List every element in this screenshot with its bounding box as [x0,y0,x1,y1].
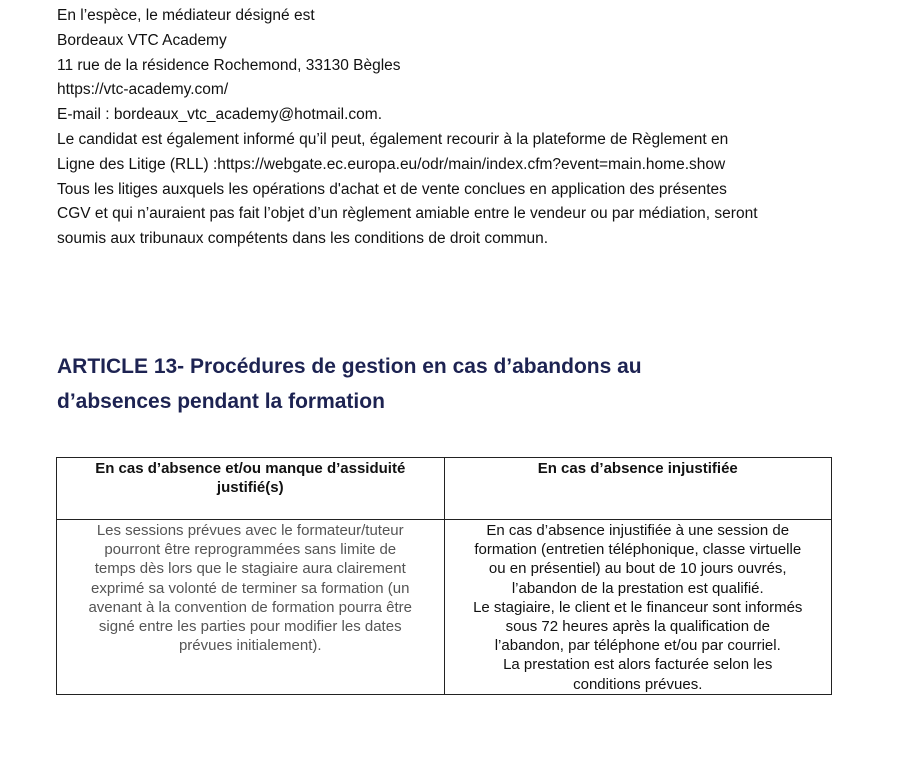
cell-line: avenant à la convention de formation pourra être [88,598,413,616]
heading-line: ARTICLE 13- Procédures de gestion en cas d’abandons au [57,355,642,378]
cell-line: pourront être reprogrammées sans limite de [104,541,397,559]
cell-line: Les sessions prévues avec le formateur/tuteur [96,522,404,539]
intro-line: Ligne des Litige (RLL) :https://webgate.ec.europa.eu/odr/main/index.cfm?event=main.home.show [57,155,726,173]
absence-procedures-table [56,457,832,695]
intro-line: https://vtc-academy.com/ [57,81,229,99]
cell-line: Le stagiaire, le client et le financeur sont informés [473,598,803,616]
cell-line: conditions prévues. [573,675,703,693]
intro-line: Bordeaux VTC Academy [57,31,227,49]
article-13-heading [57,349,817,419]
intro-line: soumis aux tribunaux compétents dans les conditions de droit commun. [57,230,549,248]
intro-paragraph [57,4,857,252]
cell-line: signé entre les parties pour modifier les dates [98,618,402,636]
cell-unjustified-absence [444,520,832,695]
header-line: En cas d’absence injustifiée [537,460,738,477]
cell-line: exprimé sa volonté de terminer sa formation (un [91,579,410,597]
cell-line: formation (entretien téléphonique, classe virtuelle [474,541,802,559]
intro-line: Tous les litiges auxquels les opérations d'achat et de vente conclues en application des présentes [57,180,727,198]
intro-line: 11 rue de la résidence Rochemond, 33130 Bègles [57,56,401,74]
cell-line: La prestation est alors facturée selon les [503,656,773,674]
table-header-row [57,458,832,520]
header-justified-absence [57,458,445,520]
intro-line: En l’espèce, le médiateur désigné est [57,7,315,24]
cell-line: l’abandon de la prestation est qualifié. [511,579,764,597]
intro-line: E-mail : bordeaux_vtc_academy@hotmail.com. [57,106,383,124]
intro-line: Le candidat est également informé qu’il peut, également recourir à la plateforme de Règlement en [57,130,729,148]
cell-line: temps dès lors que le stagiaire aura clairement [94,560,406,578]
heading-line: d’absences pendant la formation [57,390,385,413]
cell-line: En cas d’absence injustifiée à une session de [486,522,790,539]
cell-line: sous 72 heures après la qualification de [505,618,770,636]
cell-justified-absence [57,520,445,695]
header-line: En cas d’absence et/ou manque d’assiduité [95,460,406,477]
cell-line: ou en présentiel) au bout de 10 jours ouvrés, [488,560,787,578]
header-unjustified-absence [444,458,832,520]
intro-line: CGV et qui n’auraient pas fait l’objet d’un règlement amiable entre le vendeur ou par médiation, seront [57,205,758,223]
cell-line: prévues initialement). [178,637,322,655]
table-row [57,520,832,695]
header-line: justifié(s) [216,479,284,497]
cell-line: l’abandon, par téléphone et/ou par courriel. [494,637,781,655]
